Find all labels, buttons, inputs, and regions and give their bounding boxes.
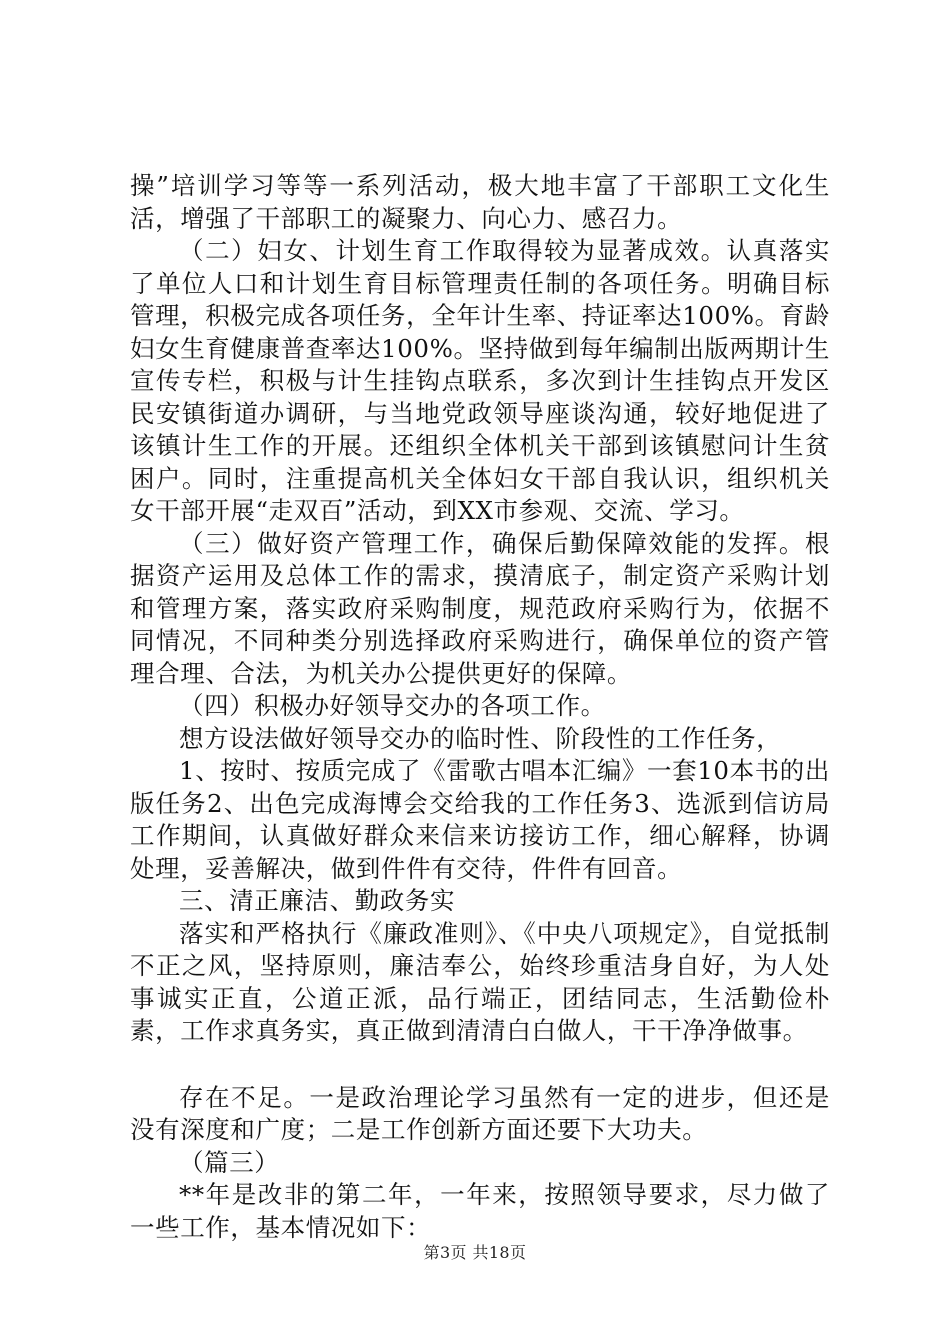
paragraph-activities-continued: 操”培训学习等等一系列活动，极大地丰富了干部职工文化生活，增强了干部职工的凝聚力、向心力、感召力。 [130,171,830,233]
document-body [130,170,830,1244]
paragraph-leadership-tasks-heading: （四）积极办好领导交办的各项工作。 [179,691,606,720]
section-heading-part-three: （篇三） [179,1147,280,1177]
paragraph-part-three-intro: **年是改非的第二年，一年来，按照领导要求，尽力做了一些工作，基本情况如下： [130,1180,830,1242]
paragraph-integrity: 落实和严格执行《廉政准则》、《中央八项规定》，自觉抵制不正之风，坚持原则，廉洁奉公，始终珍重洁身自好，为人处事诚实正直，公道正派，品行端正，团结同志，生活勤俭朴素，工作求真务实，真正做到清清白白做人，干干净净做事。 [130,918,830,1045]
paragraph-task-list: 1、按时、按质完成了《雷歌古唱本汇编》一套10本书的出版任务2、出色完成海博会交给我的工作任务3、选派到信访局工作期间，认真做好群众来信来访接访工作，细心解释，协调处理，妥善解决，做到件件有交待，件件有回音。 [130,756,830,883]
paragraph-family-planning: （二）妇女、计划生育工作取得较为显著成效。认真落实了单位人口和计划生育目标管理责任制的各项任务。明确目标管理，积极完成各项任务，全年计生率、持证率达100%。育龄妇女生育健康普查率达100%。坚持做到每年编制出版两期计生宣传专栏，积极与计生挂钩点联系，多次到计生挂钩点开发区民安镇街道办调研，与当地党政领导座谈沟通，较好地促进了该镇计生工作的开展。还组织全体机关干部到该镇慰问计生贫困户。同时，注重提高机关全体妇女干部自我认识，组织机关女干部开展“走双百”活动，到XX市参观、交流、学习。 [130,236,830,525]
page-number-footer: 第3页 共18页 [423,1243,527,1262]
paragraph-temporary-tasks: 想方设法做好领导交办的临时性、阶段性的工作任务， [179,723,782,753]
paragraph-asset-management: （三）做好资产管理工作，确保后勤保障效能的发挥。根据资产运用及总体工作的需求，摸清底子，制定资产采购计划和管理方案，落实政府采购制度，规范政府采购行为，依据不同情况，不同种类分别选择政府采购进行，确保单位的资产管理合理、合法，为机关办公提供更好的保障。 [130,528,830,688]
paragraph-shortcomings: 存在不足。一是政治理论学习虽然有一定的进步，但还是没有深度和广度；二是工作创新方面还要下大功夫。 [130,1082,830,1144]
section-heading-integrity: 三、清正廉洁、勤政务实 [179,886,456,915]
